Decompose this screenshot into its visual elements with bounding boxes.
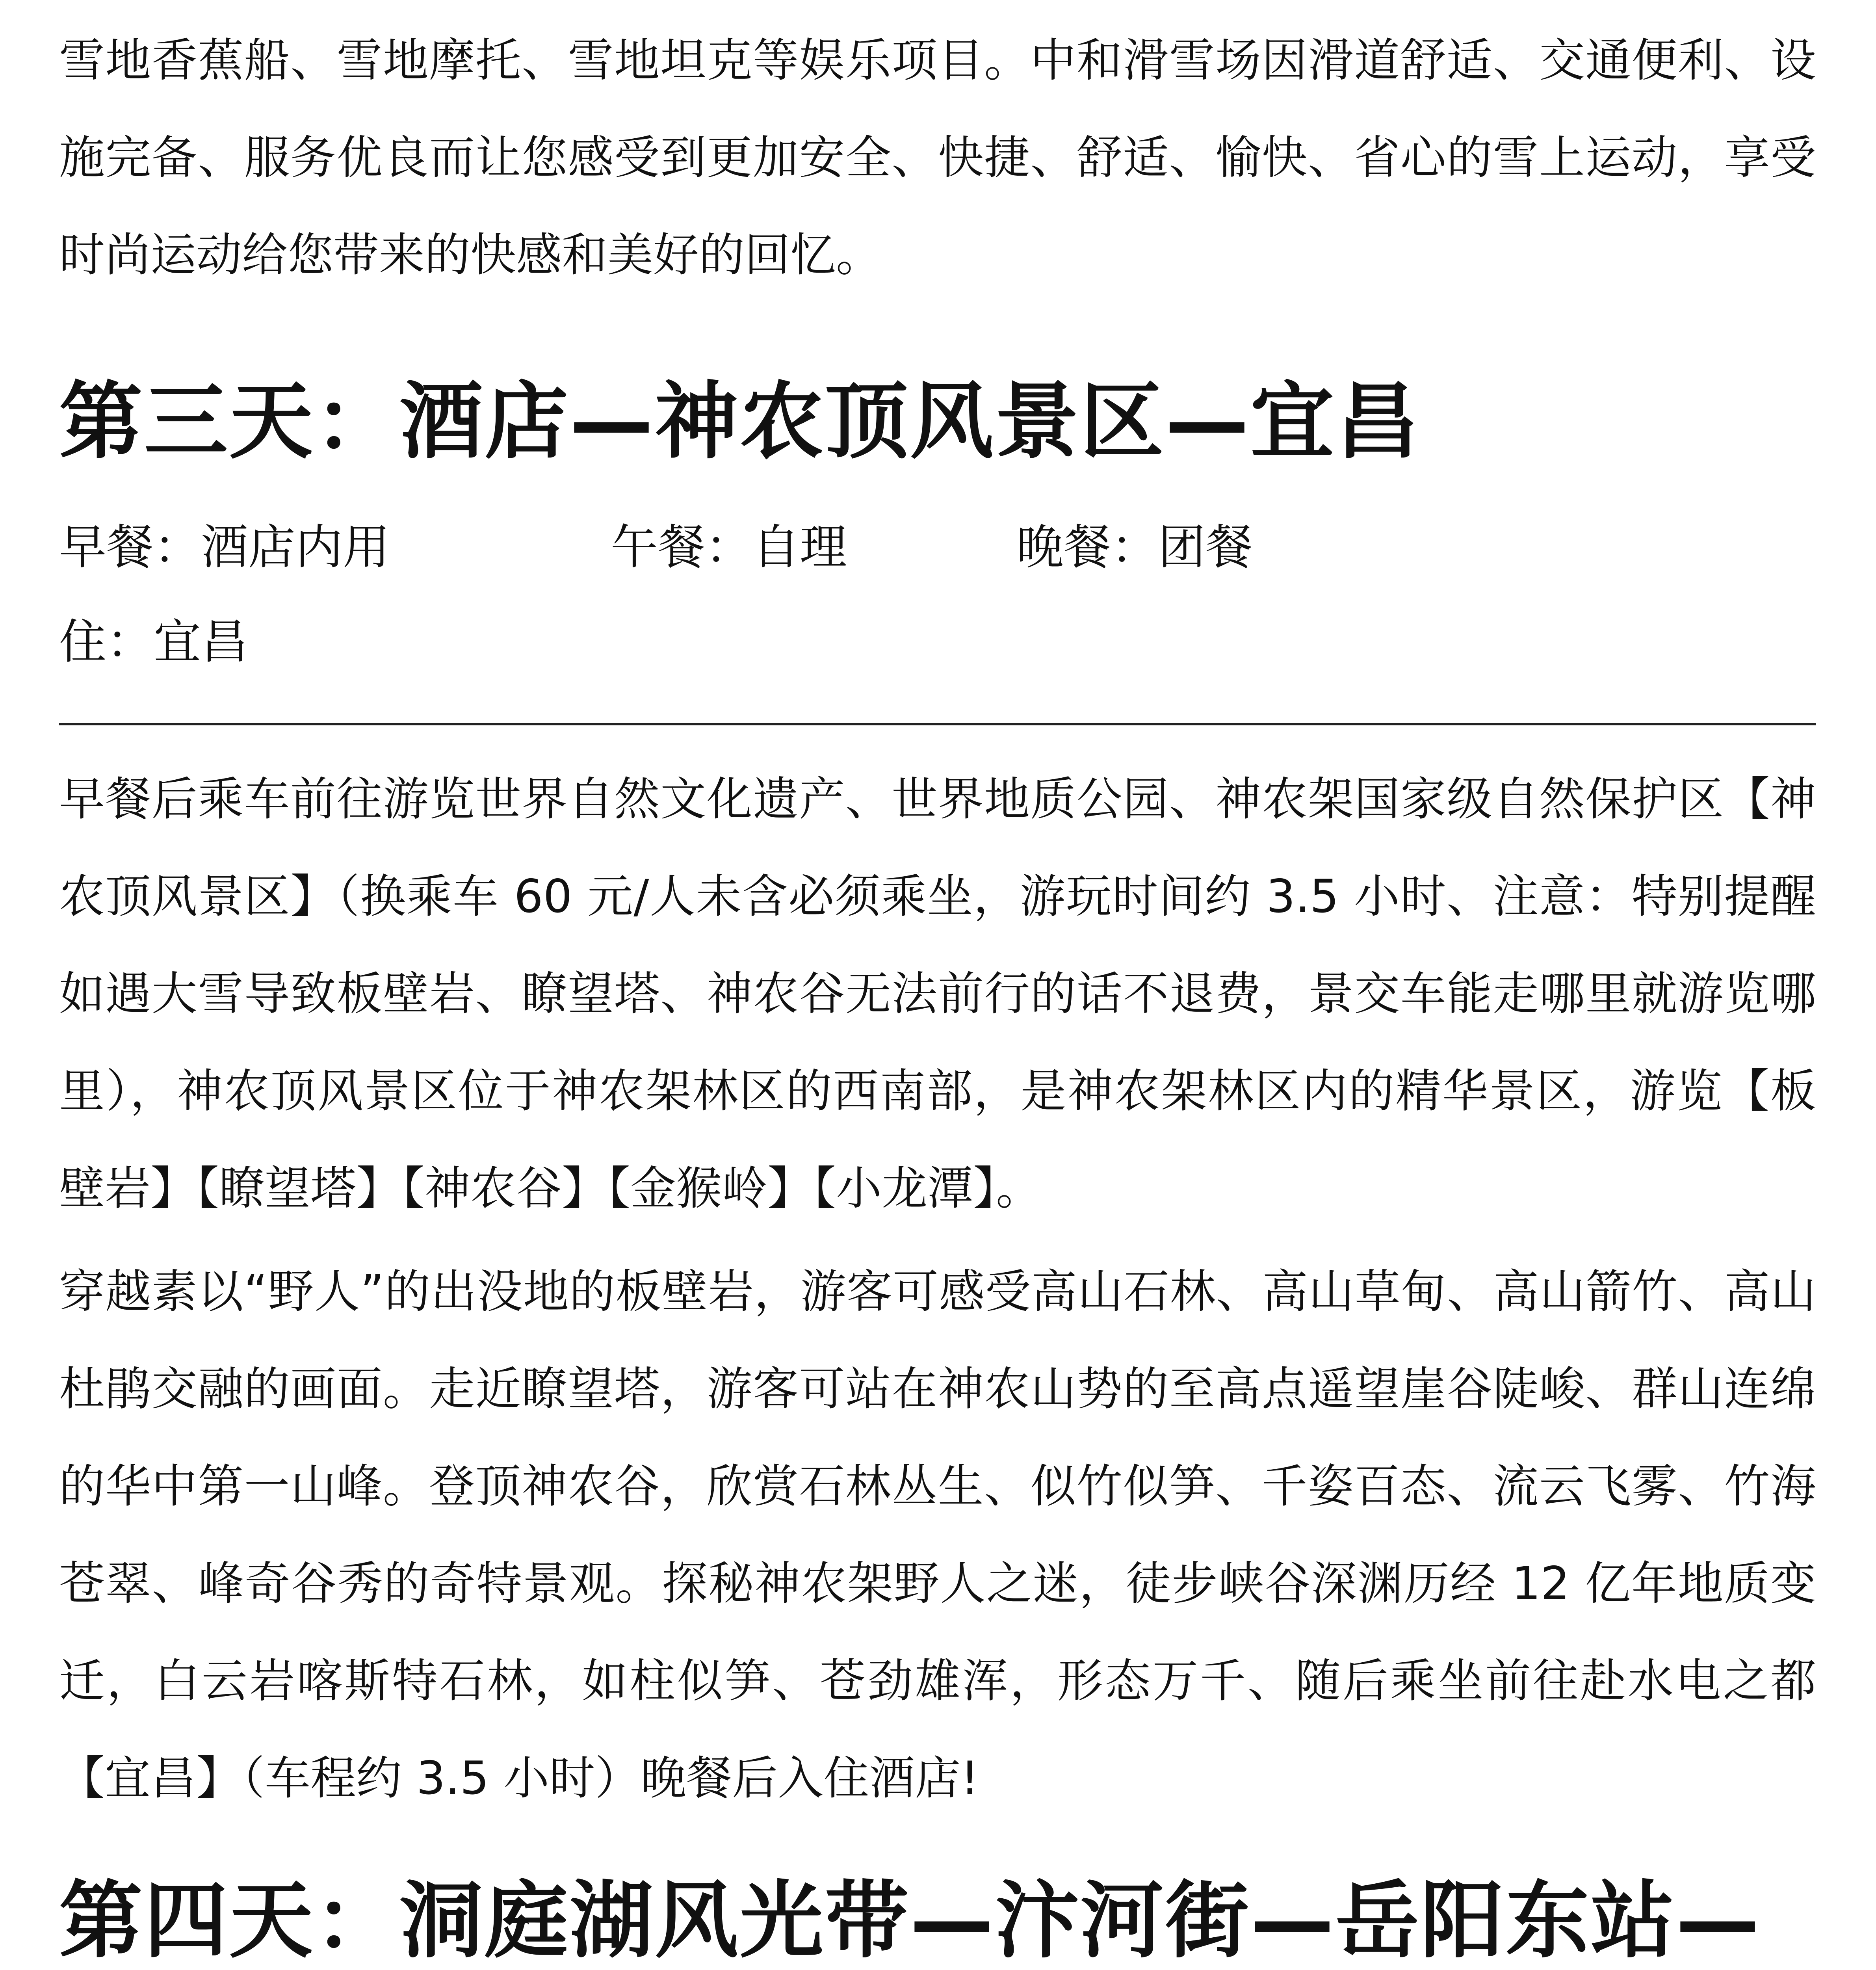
day3-breakfast: 早餐：酒店内用 bbox=[59, 520, 390, 575]
day3-title: 第三天：酒店—神农顶风景区—宜昌 bbox=[59, 373, 1421, 470]
day3-lunch: 午餐：自理 bbox=[611, 520, 847, 575]
day3-body bbox=[59, 751, 1816, 1827]
intro-paragraph: 雪地香蕉船、雪地摩托、雪地坦克等娱乐项目。中和滑雪场因滑道舒适、交通便利、设施完备、服务优良而让您感受到更加安全、快捷、舒适、愉快、省心的雪上运动，享受时尚运动给您带来的快感和美好的回忆。 bbox=[59, 34, 1816, 282]
day3-paragraph-1: 早餐后乘车前往游览世界自然文化遗产、世界地质公园、神农架国家级自然保护区【神农顶风景区】（换乘车 60 元/人未含必须乘坐，游玩时间约 3.5 小时、注意：特别提醒如遇大雪导致板壁岩、瞭望塔、神农谷无法前行的话不退费，景交车能走哪里就游览哪里），神农顶风景区位于神农架林区的西南部，是神农架林区内的精华景区，游览【板壁岩】【瞭望塔】【神农谷】【金猴岭】【小龙潭】。 bbox=[59, 773, 1816, 1215]
day3-section bbox=[59, 355, 1816, 489]
intro-section bbox=[59, 12, 1816, 304]
day4-title: 第四天：洞庭湖风光带—汴河街—岳阳东站— bbox=[59, 1872, 1761, 1969]
day3-stay: 住：宜昌 bbox=[59, 615, 248, 669]
day3-divider bbox=[59, 723, 1816, 725]
day3-paragraph-2: 穿越素以“野人”的出没地的板壁岩，游客可感受高山石林、高山草甸、高山箭竹、高山杜鹃交融的画面。走近瞭望塔，游客可站在神农山势的至高点遥望崖谷陡峻、群山连绵的华中第一山峰。登顶神农谷，欣赏石林丛生、似竹似笋、千姿百态、流云飞雾、竹海苍翠、峰奇谷秀的奇特景观。探秘神农架野人之迷，徒步峡谷深渊历经 12 亿年地质变迁，白云岩喀斯特石林，如柱似笋、苍劲雄浑，形态万千、随后乘坐前往赴水电之都【宜昌】（车程约 3.5 小时）晚餐后入住酒店! bbox=[59, 1265, 1816, 1805]
day4-section bbox=[59, 1854, 1816, 1970]
day3-dinner: 晚餐：团餐 bbox=[1016, 520, 1253, 575]
